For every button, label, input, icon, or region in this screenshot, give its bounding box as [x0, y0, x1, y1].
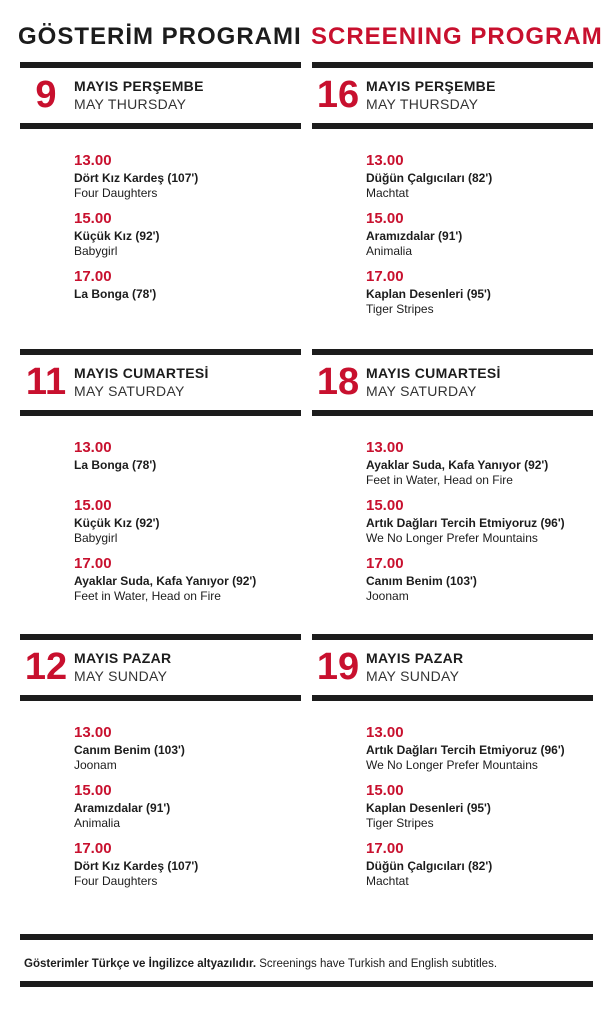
- screening-item: [366, 839, 596, 897]
- screening-item: [366, 267, 596, 325]
- screening-time: 13.00: [74, 724, 112, 741]
- screening-item: [366, 554, 596, 612]
- subtitle-note: [24, 956, 594, 972]
- screening-time: 17.00: [74, 555, 112, 572]
- screening-time: 15.00: [74, 782, 112, 799]
- screening-item: [366, 496, 596, 554]
- screening-list: [74, 438, 304, 612]
- screening-list: [74, 151, 304, 325]
- screening-time: 15.00: [366, 210, 404, 227]
- screening-item: [74, 151, 304, 209]
- divider: [312, 62, 593, 68]
- film-title-en: Animalia: [74, 816, 121, 830]
- divider: [312, 695, 593, 701]
- day-number: 18: [316, 361, 360, 403]
- film-title-tr: Aramızdalar (91'): [366, 229, 463, 243]
- screening-time: 13.00: [366, 724, 404, 741]
- footer-divider-top: [20, 934, 593, 940]
- film-title-en: Feet in Water, Head on Fire: [74, 589, 221, 603]
- film-title-en: Babygirl: [74, 244, 118, 258]
- month-weekday-tr: MAYIS PAZAR: [366, 650, 464, 666]
- divider: [312, 634, 593, 640]
- page-title-turkish: GÖSTERİM PROGRAMI: [18, 23, 302, 50]
- screening-time: 17.00: [74, 268, 112, 285]
- screening-item: [74, 839, 304, 897]
- screening-time: 17.00: [366, 840, 404, 857]
- screening-item: [366, 209, 596, 267]
- film-title-en: Tiger Stripes: [366, 816, 434, 830]
- divider: [20, 410, 301, 416]
- month-weekday-en: MAY SUNDAY: [74, 668, 168, 684]
- film-title-tr: Dört Kız Kardeş (107'): [74, 859, 199, 873]
- film-title-tr: Artık Dağları Tercih Etmiyoruz (96'): [366, 516, 565, 530]
- film-title-en: Joonam: [366, 589, 409, 603]
- screening-time: 17.00: [74, 840, 112, 857]
- screening-time: 13.00: [366, 439, 404, 456]
- screening-list: [74, 723, 304, 897]
- month-weekday-tr: MAYIS PAZAR: [74, 650, 172, 666]
- divider: [20, 695, 301, 701]
- film-title-tr: Düğün Çalgıcıları (82'): [366, 171, 493, 185]
- screening-time: 13.00: [74, 439, 112, 456]
- month-weekday-tr: MAYIS PERŞEMBE: [366, 78, 496, 94]
- divider: [312, 123, 593, 129]
- film-title-en: Machtat: [366, 874, 409, 888]
- screening-list: [366, 151, 596, 325]
- divider: [312, 349, 593, 355]
- film-title-tr: Küçük Kız (92'): [74, 516, 160, 530]
- film-title-en: Babygirl: [74, 531, 118, 545]
- divider: [20, 634, 301, 640]
- day-number: 9: [35, 74, 57, 116]
- screening-time: 13.00: [366, 152, 404, 169]
- screening-item: [366, 438, 596, 496]
- film-title-tr: Düğün Çalgıcıları (82'): [366, 859, 493, 873]
- film-title-en: Four Daughters: [74, 186, 158, 200]
- film-title-en: Four Daughters: [74, 874, 158, 888]
- month-weekday-en: MAY SATURDAY: [74, 383, 185, 399]
- film-title-en: We No Longer Prefer Mountains: [366, 758, 538, 772]
- screening-item: [366, 151, 596, 209]
- subtitle-note-en: Screenings have Turkish and English subtitles.: [259, 958, 498, 970]
- film-title-tr: Aramızdalar (91'): [74, 801, 171, 815]
- film-title-en: Tiger Stripes: [366, 302, 434, 316]
- divider: [312, 410, 593, 416]
- month-weekday-tr: MAYIS CUMARTESİ: [74, 365, 209, 381]
- film-title-en: We No Longer Prefer Mountains: [366, 531, 538, 545]
- divider: [20, 62, 301, 68]
- month-weekday-en: MAY THURSDAY: [74, 96, 187, 112]
- month-weekday-en: MAY SATURDAY: [366, 383, 477, 399]
- screening-item: [366, 781, 596, 839]
- film-title-en: Joonam: [74, 758, 117, 772]
- month-weekday-tr: MAYIS CUMARTESİ: [366, 365, 501, 381]
- film-title-tr: La Bonga (78'): [74, 458, 157, 472]
- screening-list: [366, 438, 596, 612]
- month-weekday-en: MAY THURSDAY: [366, 96, 479, 112]
- film-title-tr: Canım Benim (103'): [74, 743, 185, 757]
- subtitle-note-tr: Gösterimler Türkçe ve İngilizce altyazılıdır.: [24, 958, 257, 970]
- film-title-tr: Artık Dağları Tercih Etmiyoruz (96'): [366, 743, 565, 757]
- month-weekday-tr: MAYIS PERŞEMBE: [74, 78, 204, 94]
- screening-item: [74, 267, 304, 325]
- day-number: 12: [24, 646, 68, 688]
- screening-item: [74, 438, 304, 496]
- screening-item: [74, 496, 304, 554]
- page-title-english: SCREENING PROGRAM: [311, 23, 603, 50]
- film-title-tr: Dört Kız Kardeş (107'): [74, 171, 199, 185]
- film-title-tr: Kaplan Desenleri (95'): [366, 801, 491, 815]
- divider: [20, 349, 301, 355]
- screening-item: [74, 209, 304, 267]
- divider: [20, 123, 301, 129]
- film-title-tr: Ayaklar Suda, Kafa Yanıyor (92'): [74, 574, 257, 588]
- screening-item: [366, 723, 596, 781]
- screening-time: 13.00: [74, 152, 112, 169]
- footer-divider-bottom: [20, 981, 593, 987]
- day-number: 16: [316, 74, 360, 116]
- film-title-en: Feet in Water, Head on Fire: [366, 473, 513, 487]
- day-number: 11: [25, 361, 67, 403]
- screening-item: [74, 723, 304, 781]
- screening-time: 15.00: [366, 497, 404, 514]
- film-title-tr: Ayaklar Suda, Kafa Yanıyor (92'): [366, 458, 549, 472]
- month-weekday-en: MAY SUNDAY: [366, 668, 460, 684]
- screening-time: 15.00: [366, 782, 404, 799]
- screening-list: [366, 723, 596, 897]
- film-title-tr: Kaplan Desenleri (95'): [366, 287, 491, 301]
- screening-time: 17.00: [366, 268, 404, 285]
- film-title-en: Machtat: [366, 186, 409, 200]
- film-title-tr: La Bonga (78'): [74, 287, 157, 301]
- day-number: 19: [316, 646, 360, 688]
- film-title-tr: Canım Benim (103'): [366, 574, 477, 588]
- screening-item: [74, 781, 304, 839]
- screening-item: [74, 554, 304, 612]
- screening-time: 17.00: [366, 555, 404, 572]
- screening-time: 15.00: [74, 210, 112, 227]
- screening-time: 15.00: [74, 497, 112, 514]
- film-title-en: Animalia: [366, 244, 413, 258]
- film-title-tr: Küçük Kız (92'): [74, 229, 160, 243]
